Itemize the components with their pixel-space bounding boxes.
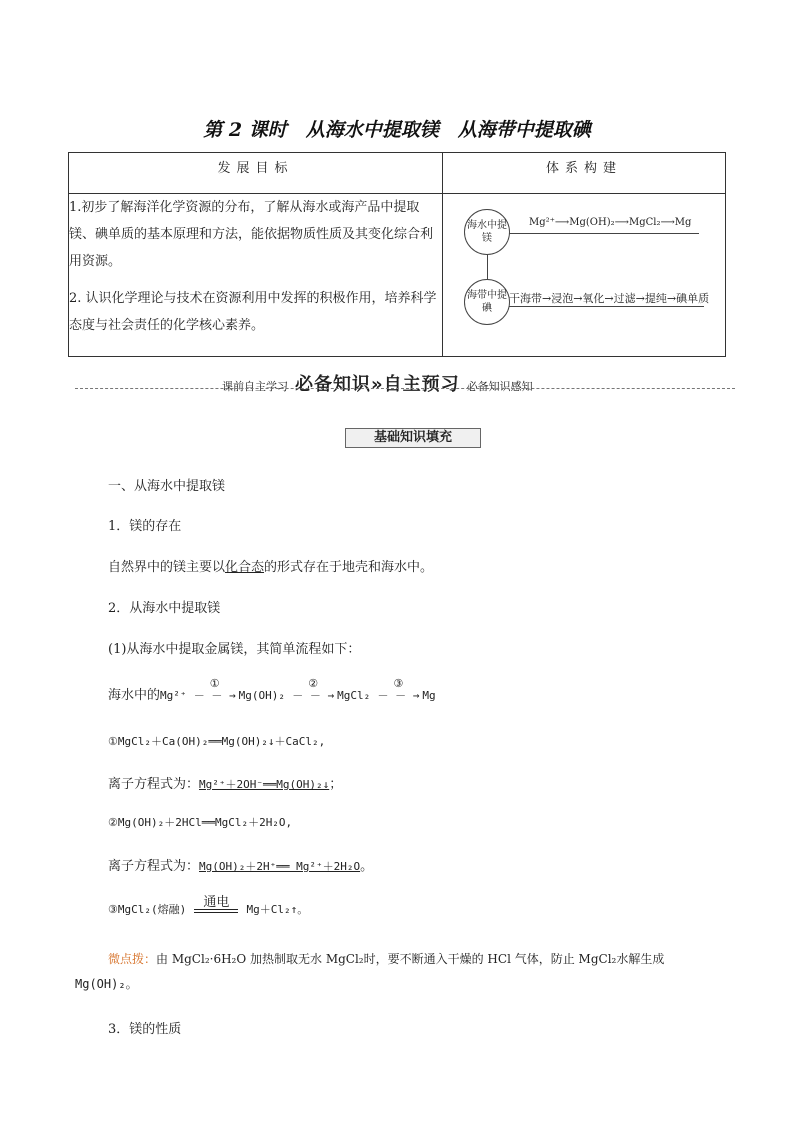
page-title: 第 2 课时 从海水中提取镁 从海带中提取碘 <box>203 119 591 141</box>
ionic-equation-1 <box>108 773 342 792</box>
equation-3 <box>108 895 309 917</box>
ion-end-2: 。 <box>360 859 374 874</box>
flow-end: Mg <box>422 689 436 702</box>
section-badge: 基础知识填充 <box>345 428 481 448</box>
p1-part-c: 的形式存在于地壳和海水中。 <box>264 560 434 575</box>
node-iodine: 海带中提碘 <box>464 279 510 325</box>
ion-answer-1: Mg²⁺＋2OH⁻══Mg(OH)₂↓ <box>199 778 330 791</box>
eq3-condition-label: 通电 <box>203 895 230 910</box>
goal-1: 1.初步了解海洋化学资源的分布，了解从海水或海产品中提取镁、碘单质的基本原理和方法，能依据物质性质及其变化综合利用资源。 <box>69 200 434 269</box>
heading-extract-mg: 一、从海水中提取镁 <box>108 479 226 494</box>
ion-label-1: 离子方程式为： <box>108 777 200 792</box>
arrow-step-2: ② － － → <box>289 687 337 703</box>
flow-mid-2: MgCl₂ <box>337 689 371 702</box>
p1-part-a: 自然界中的镁主要以 <box>108 560 226 575</box>
paragraph-process: (1)从海水中提取金属镁，其简单流程如下： <box>108 642 361 657</box>
tip-label: 微点拨： <box>108 952 157 966</box>
equation-1: ①MgCl₂＋Ca(OH)₂══Mg(OH)₂↓＋CaCl₂, <box>108 735 326 748</box>
flow-mid-1: Mg(OH)₂ <box>238 689 286 702</box>
arrow-step-3: ③ － － → <box>374 687 422 703</box>
flow-line-1 <box>509 233 699 234</box>
banner-sep: » <box>371 374 384 395</box>
flow-start: Mg²⁺ <box>160 689 187 702</box>
banner-divider <box>75 388 735 389</box>
tip-line-2: Mg(OH)₂。 <box>75 977 138 991</box>
equation-2: ②Mg(OH)₂＋2HCl══MgCl₂＋2H₂O, <box>108 816 293 829</box>
banner-main2: 自主预习 <box>383 374 460 395</box>
ion-end-1: ； <box>329 777 343 792</box>
step-1-label: ① <box>209 677 220 690</box>
goal-2: 2. 认识化学理论与技术在资源利用中发挥的积极作用，培养科学态度与社会责任的化学核心素养。 <box>69 291 437 333</box>
header-goals: 发展目标 <box>69 153 443 194</box>
flow-prefix: 海水中的 <box>108 688 161 703</box>
goals-table <box>68 152 726 357</box>
structure-diagram <box>443 194 726 357</box>
arrow-step-1: ① － － → <box>191 687 239 703</box>
eq3-right: Mg＋Cl₂↑。 <box>246 903 309 916</box>
header-structure: 体系构建 <box>443 153 726 194</box>
heading-mg-existence: 1．镁的存在 <box>108 519 182 534</box>
ionic-equation-2 <box>108 855 373 874</box>
flow-magnesium: Mg²⁺⟶Mg(OH)₂⟶MgCl₂⟶Mg <box>529 217 692 228</box>
ion-label-2: 离子方程式为： <box>108 859 200 874</box>
flow-iodine: 干海带→浸泡→氧化→过滤→提纯→碘单质 <box>509 292 710 305</box>
ion-answer-2: Mg(OH)₂＋2H⁺══ Mg²⁺＋2H₂O <box>199 860 361 873</box>
heading-mg-properties: 3．镁的性质 <box>108 1022 182 1037</box>
eq3-left: ③MgCl₂(熔融) <box>108 903 187 916</box>
section-banner <box>222 370 782 396</box>
banner-main: 必备知识 <box>295 374 371 395</box>
tip-line-1 <box>108 950 664 967</box>
eq3-condition <box>194 895 238 913</box>
goals-cell <box>69 194 443 357</box>
banner-right: 必备知识感知 <box>466 380 533 393</box>
paragraph-mg-existence <box>108 556 433 575</box>
heading-extract-from-sea: 2．从海水中提取镁 <box>108 601 221 616</box>
flow-line-2 <box>509 306 704 307</box>
step-3-label: ③ <box>393 677 404 690</box>
p1-answer: 化合态 <box>225 560 265 575</box>
tip-text: 由 MgCl₂·6H₂O 加热制取无水 MgCl₂时，要不断通入干燥的 HCl 气体，防止 MgCl₂水解生成 <box>156 952 665 966</box>
banner-left: 课前自主学习 <box>222 380 288 393</box>
node-magnesium: 海水中提镁 <box>464 209 510 255</box>
process-flow <box>108 677 436 703</box>
step-2-label: ② <box>308 677 319 690</box>
